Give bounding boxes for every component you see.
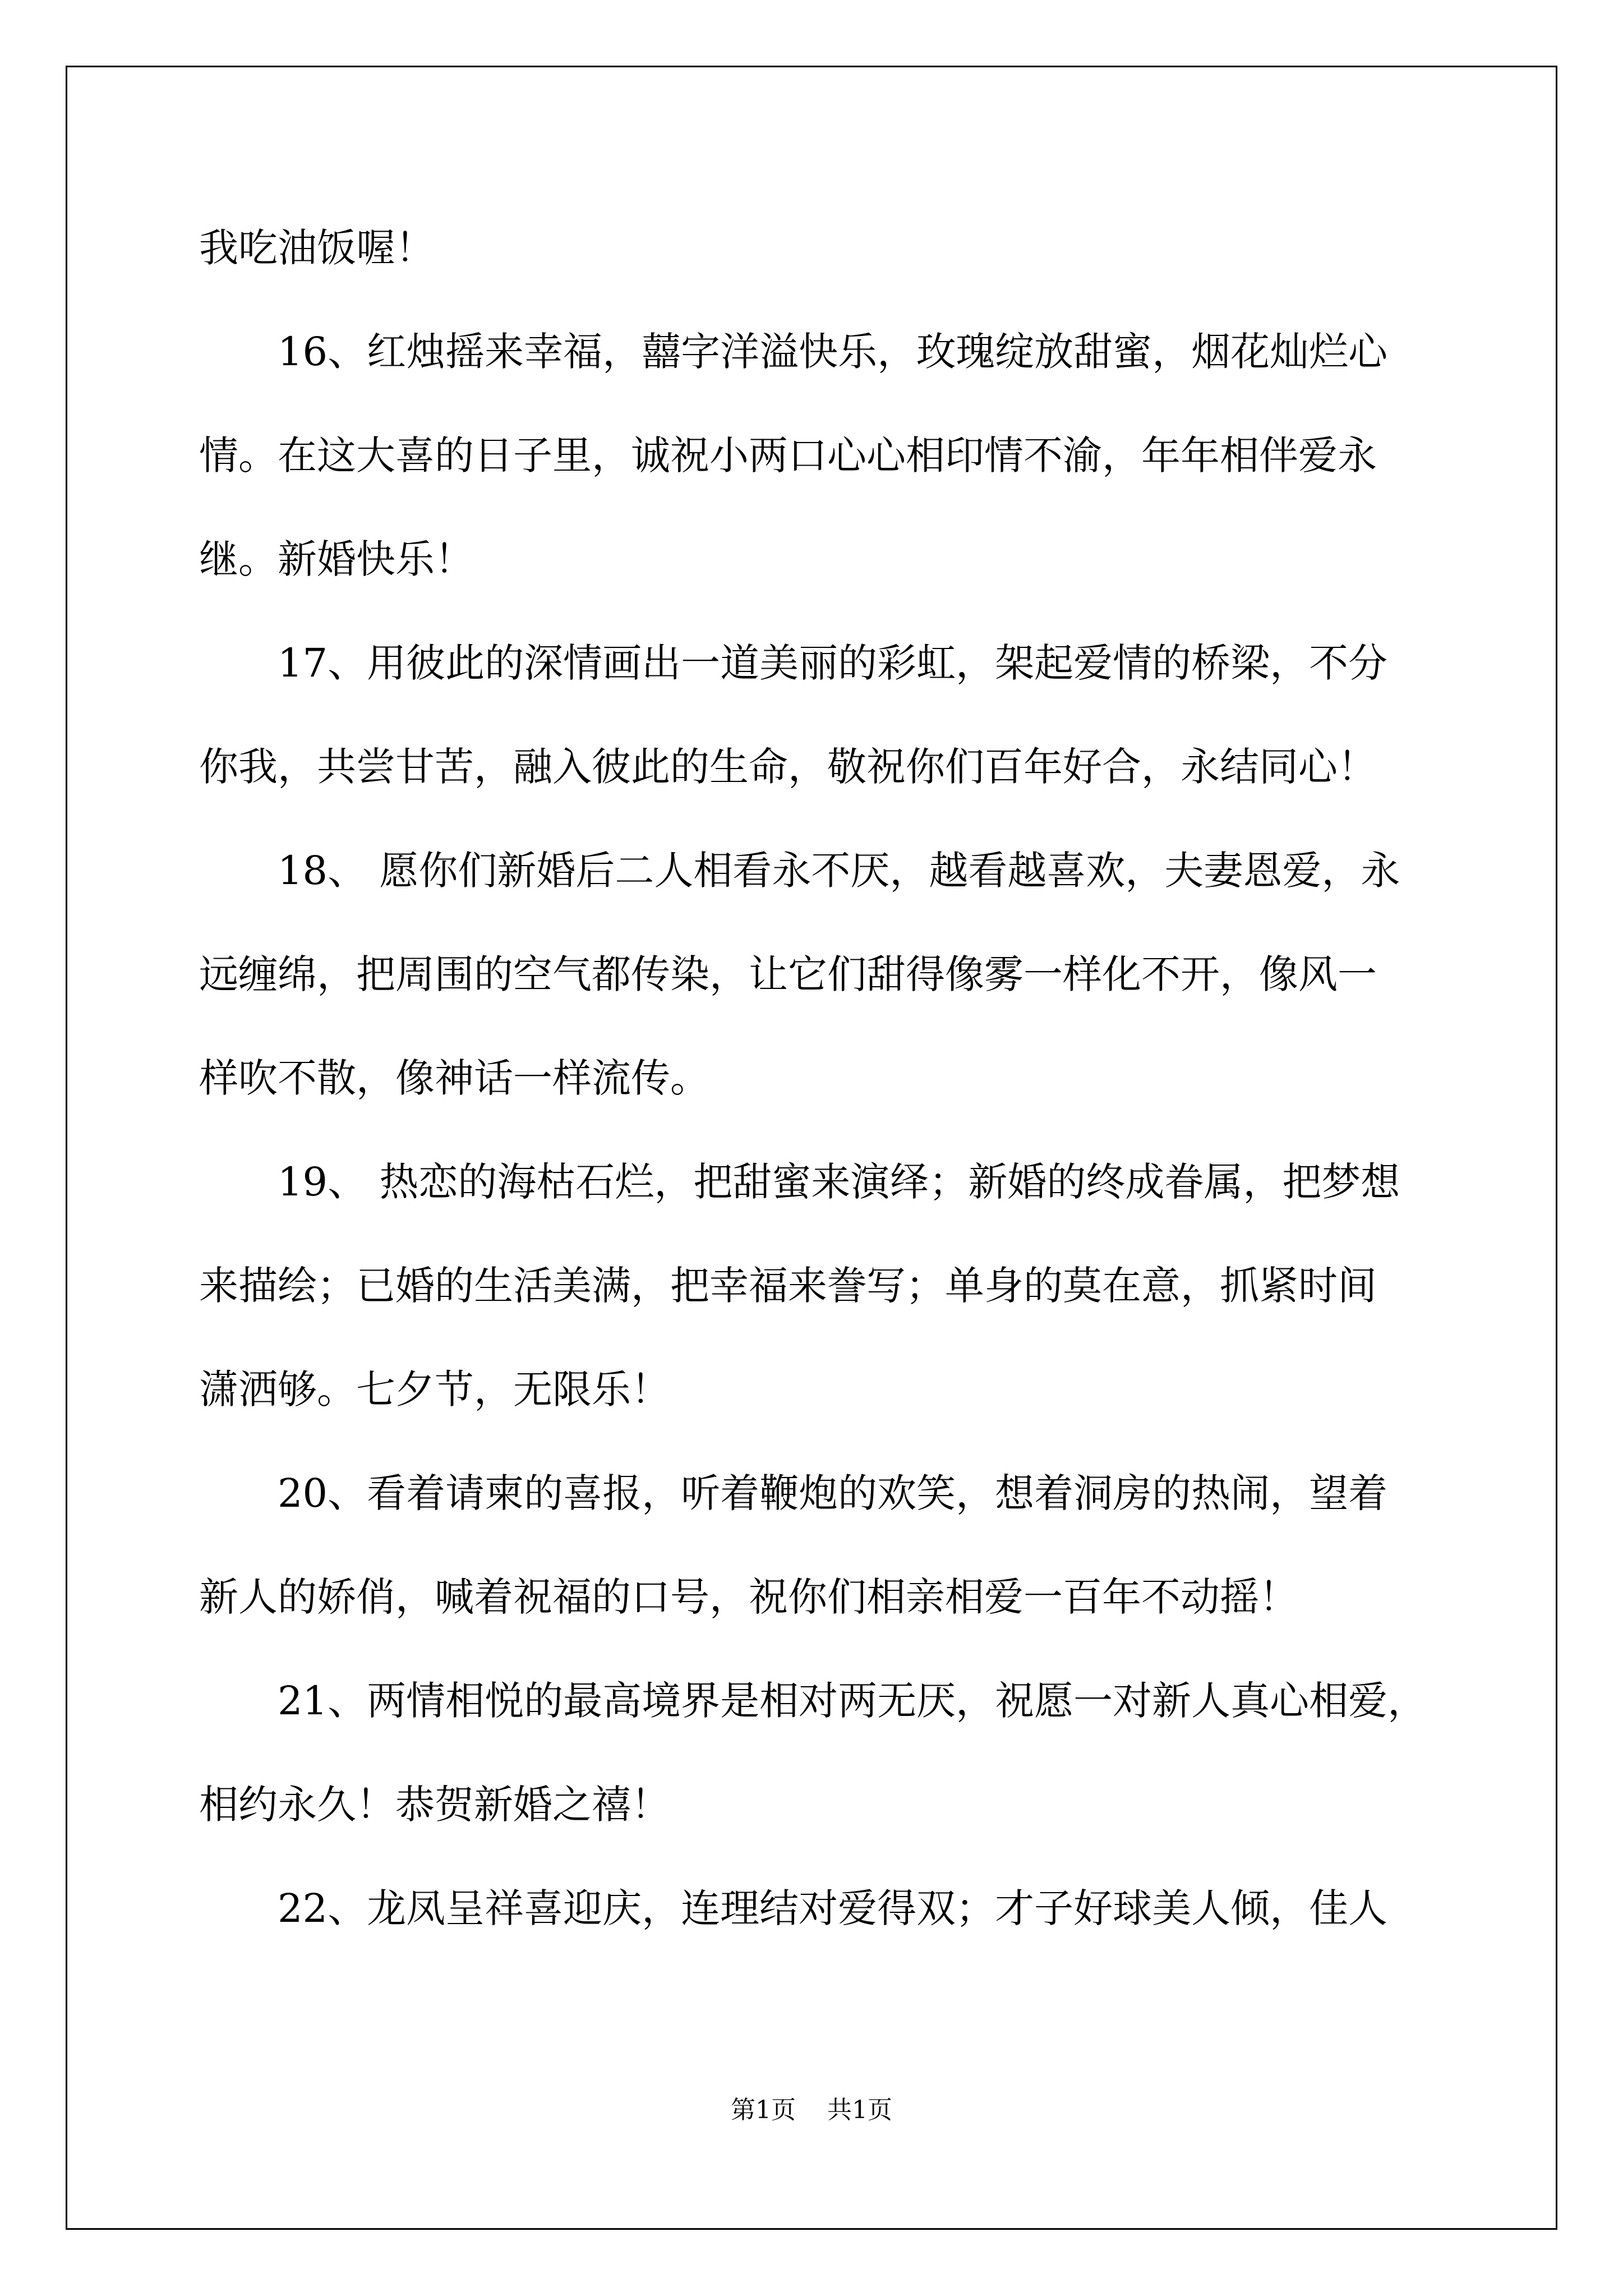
page-number: 第1页 xyxy=(731,2096,796,2124)
footer-gap xyxy=(796,2096,827,2124)
text-line: 21、两情相悦的最高境界是相对两无厌，祝愿一对新人真心相爱， xyxy=(278,1678,1427,1724)
text-line: 17、用彼此的深情画出一道美丽的彩虹，架起爱情的桥梁，不分 xyxy=(278,640,1388,686)
text-line: 样吹不散，像神话一样流传。 xyxy=(199,1055,709,1101)
text-line: 远缠绵，把周围的空气都传染，让它们甜得像雾一样化不开，像风一 xyxy=(199,951,1377,997)
page-footer xyxy=(0,2090,1623,2125)
text-line: 你我，共尝甘苦，融入彼此的生命，敬祝你们百年好合，永结同心！ xyxy=(199,744,1377,790)
text-line: 我吃油饭喔！ xyxy=(199,225,435,271)
text-line: 相约永久！恭贺新婚之禧！ xyxy=(199,1782,670,1828)
text-line: 继。新婚快乐！ xyxy=(199,536,474,582)
text-line: 来描绘；已婚的生活美满，把幸福来誊写；单身的莫在意，抓紧时间 xyxy=(199,1263,1377,1309)
text-line: 18、 愿你们新婚后二人相看永不厌，越看越喜欢，夫妻恩爱，永 xyxy=(278,848,1400,894)
text-line: 16、红烛摇来幸福，囍字洋溢快乐，玫瑰绽放甜蜜，烟花灿烂心 xyxy=(278,329,1388,375)
text-line: 情。在这大喜的日子里，诚祝小两口心心相印情不渝，年年相伴爱永 xyxy=(199,432,1377,478)
document-body xyxy=(199,196,1467,1961)
text-line: 潇洒够。七夕节，无限乐！ xyxy=(199,1366,670,1412)
text-line: 20、看着请柬的喜报，听着鞭炮的欢笑，想着洞房的热闹，望着 xyxy=(278,1470,1388,1516)
page-total: 共1页 xyxy=(827,2096,892,2124)
text-line: 新人的娇俏，喊着祝福的口号，祝你们相亲相爱一百年不动摇！ xyxy=(199,1574,1298,1620)
text-line: 22、龙凤呈祥喜迎庆，连理结对爱得双；才子好球美人倾，佳人 xyxy=(278,1885,1388,1931)
text-line: 19、 热恋的海枯石烂，把甜蜜来演绎；新婚的终成眷属，把梦想 xyxy=(278,1159,1400,1205)
